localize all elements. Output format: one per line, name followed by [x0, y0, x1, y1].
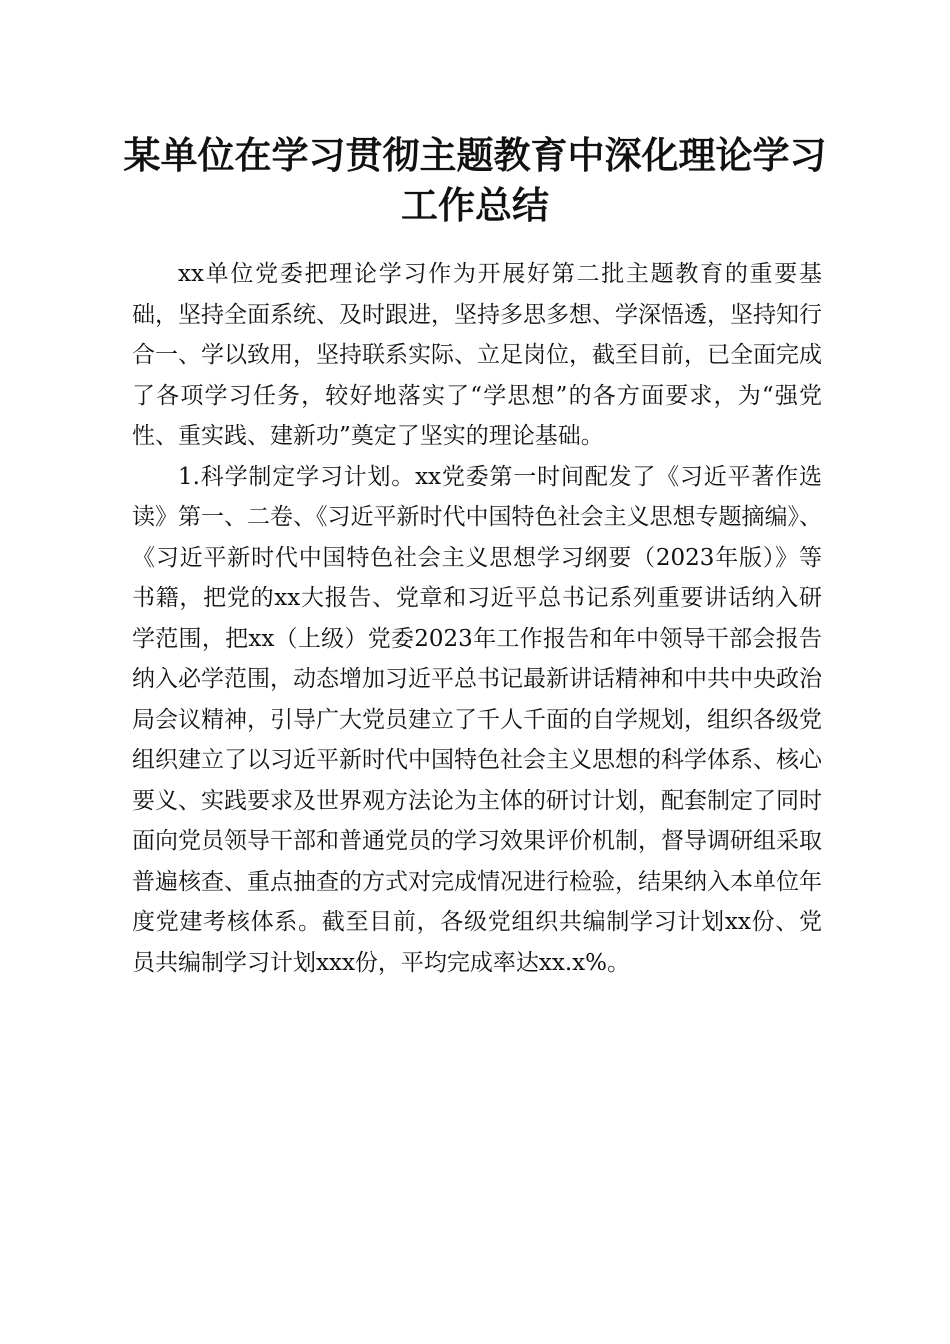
document-title: 某单位在学习贯彻主题教育中深化理论学习工作总结: [123, 133, 827, 227]
paragraph-intro: xx单位党委把理论学习作为开展好第二批主题教育的重要基础，坚持全面系统、及时跟进，坚持多思多想、学深悟透，坚持知行合一、学以致用，坚持联系实际、立足岗位，截至目前，已全面完成了各项学习任务，较好地落实了“学思想”的各方面要求，为“强党性、重实践、建新功”奠定了坚实的理论基础。: [132, 261, 822, 449]
paragraph-study-plan: 1.科学制定学习计划。xx党委第一时间配发了《习近平著作选读》第一、二卷、《习近平新时代中国特色社会主义思想专题摘编》、《习近平新时代中国特色社会主义思想学习纲要（2023年版）》等书籍，把党的xx大报告、党章和习近平总书记系列重要讲话纳入研学范围，把xx（上级）党委2023年工作报告和年中领导干部会报告纳入必学范围，动态增加习近平总书记最新讲话精神和中共中央政治局会议精神，引导广大党员建立了千人千面的自学规划，组织各级党组织建立了以习近平新时代中国特色社会主义思想的科学体系、核心要义、实践要求及世界观方法论为主体的研讨计划，配套制定了同时面向党员领导干部和普通党员的学习效果评价机制，督导调研组采取普遍核查、重点抽查的方式对完成情况进行检验，结果纳入本单位年度党建考核体系。截至目前，各级党组织共编制学习计划xx份、党员共编制学习计划xxx份，平均完成率达xx.x%。: [132, 463, 822, 976]
document-body: [132, 254, 822, 983]
